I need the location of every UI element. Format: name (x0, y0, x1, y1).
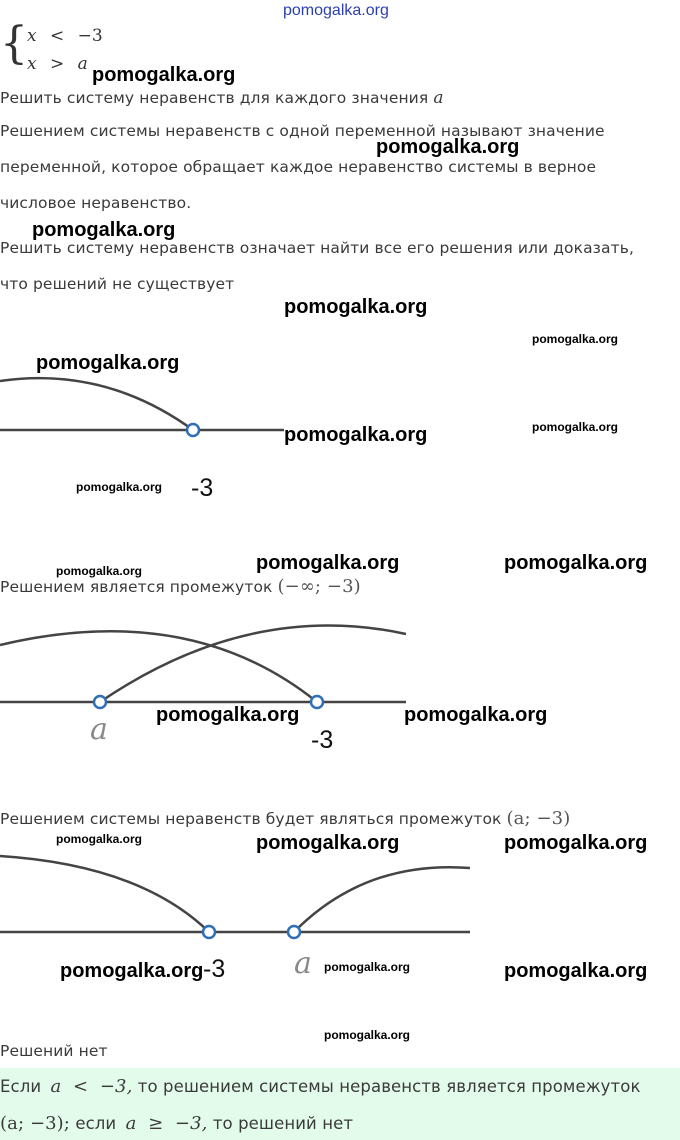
point-minus3 (187, 424, 199, 436)
definition-line-3: числовое неравенство. (0, 194, 192, 212)
goal-line-2: что решений не существует (0, 275, 235, 293)
label-minus3: -3 (191, 474, 214, 502)
watermark: pomogalka.org (284, 296, 428, 318)
case1-text: Решением является промежуток (0, 578, 273, 596)
watermark: pomogalka.org (56, 832, 143, 846)
answer-if: Если (0, 1077, 42, 1096)
point-minus3 (203, 926, 215, 938)
definition-line-1: Решением системы неравенств с одной переменной называют значение (0, 122, 605, 140)
system-val-2: a (77, 54, 88, 74)
goal-line-1: Решить систему неравенств означает найти все его решения или доказать, (0, 239, 635, 257)
system-op-1: < (50, 26, 65, 46)
watermark: pomogalka.org (532, 332, 619, 346)
watermark: pomogalka.org (56, 564, 143, 578)
task-var: a (433, 88, 444, 108)
answer-line-2 (0, 1113, 353, 1134)
label-a: a (90, 712, 108, 747)
answer-cond-2: a ≥ −3, (125, 1113, 208, 1134)
system-var-2: x (27, 54, 37, 74)
watermark: pomogalka.org (324, 1028, 411, 1042)
watermark: pomogalka.org (324, 960, 411, 974)
number-line-case-3 (0, 850, 480, 940)
watermark: pomogalka.org (284, 424, 428, 446)
point-a (94, 696, 106, 708)
point-minus3 (311, 696, 323, 708)
system-brace: { (0, 18, 28, 69)
watermark: pomogalka.org (504, 552, 648, 574)
system-op-2: > (50, 54, 65, 74)
label-minus3: -3 (203, 955, 226, 983)
number-line-case-1 (0, 360, 300, 450)
task-label: Решить систему неравенств для каждого значения (0, 89, 429, 107)
label-a: a (294, 946, 312, 981)
case2-text: Решением системы неравенств будет являться промежуток (0, 810, 502, 828)
system-var-1: x (27, 26, 37, 46)
answer-cond-1: a < −3, (50, 1076, 133, 1097)
watermark: pomogalka.org (36, 352, 180, 374)
system-line-1 (27, 26, 103, 46)
watermark: pomogalka.org (404, 704, 548, 726)
label-minus3: -3 (311, 726, 334, 754)
case2-interval: (a; −3) (506, 808, 571, 829)
watermark: pomogalka.org (504, 832, 648, 854)
header-watermark: pomogalka.org (283, 2, 389, 19)
arc-x-less-minus3 (0, 856, 209, 932)
system-line-2 (27, 54, 88, 74)
watermark: pomogalka.org (32, 219, 176, 241)
watermark: pomogalka.org (504, 960, 648, 982)
arc-x-less-minus3 (0, 378, 193, 430)
system-val-1: −3 (77, 26, 103, 46)
case1-conclusion (0, 576, 361, 597)
watermark: pomogalka.org (532, 420, 619, 434)
arc-x-greater-a (294, 867, 470, 932)
case1-interval: (−∞; −3) (277, 576, 361, 597)
watermark: pomogalka.org (156, 704, 300, 726)
answer-interval: (a; −3); (0, 1113, 70, 1134)
answer-rest-2: то решений нет (212, 1114, 354, 1133)
point-a (288, 926, 300, 938)
answer-if-2: если (75, 1114, 117, 1133)
watermark: pomogalka.org (92, 64, 236, 86)
number-line-case-2 (0, 620, 420, 710)
arc-x-greater-a (100, 626, 406, 703)
task-text (0, 88, 444, 108)
watermark: pomogalka.org (76, 480, 163, 494)
case2-conclusion (0, 808, 570, 829)
watermark: pomogalka.org (256, 552, 400, 574)
definition-line-2: переменной, которое обращает каждое неравенство системы в верное (0, 158, 597, 176)
watermark: pomogalka.org (256, 832, 400, 854)
watermark: pomogalka.org (60, 960, 204, 982)
answer-rest-1: то решением системы неравенств является промежуток (137, 1077, 641, 1096)
case3-conclusion: Решений нет (0, 1042, 108, 1060)
answer-line-1 (0, 1076, 641, 1097)
watermark: pomogalka.org (376, 136, 520, 158)
